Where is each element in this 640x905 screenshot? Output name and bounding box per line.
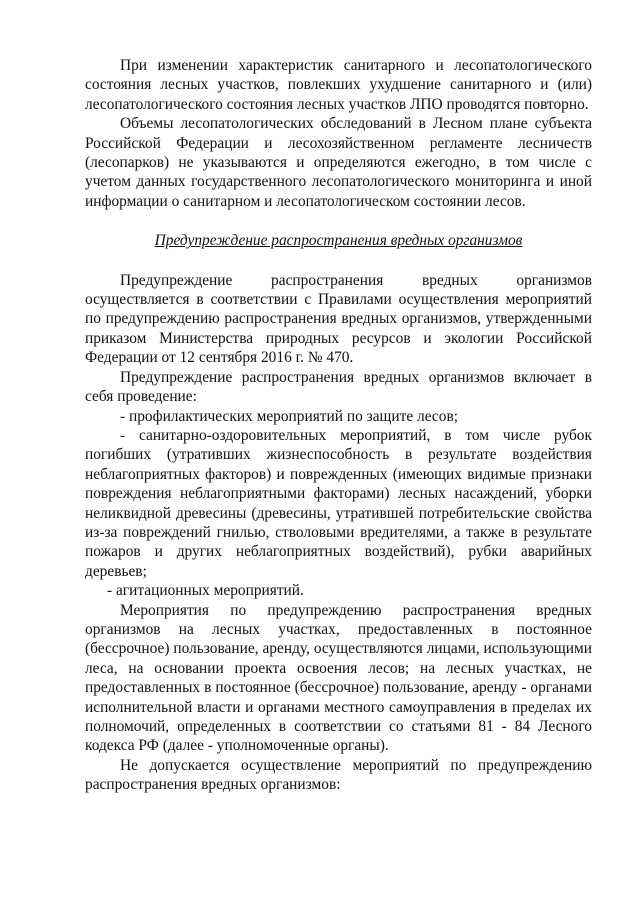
list-item-campaign-measures: - агитационных мероприятий. (107, 582, 304, 600)
list-item-sanitary-measures: - санитарно-оздоровительных мероприятий, в том числе рубок погибших (утративших жизнеспособность в результате воздействия неблагоприятных факторов) и поврежденных (имеющих видимые признаки повреждения неблагоприятными факторами) лесных насаждений, уборки неликвидной древесины (древесины, утратившей потребительские свойства из-за повреждений гнилью, стволовыми вредителями, а также в результате пожаров и других неблагоприятных воздействий), рубки аварийных деревьев; (85, 426, 592, 580)
paragraph-responsible-parties: Мероприятия по предупреждению распространения вредных организмов на лесных участках, предоставленных в постоянное (бессрочное) пользование, аренду, осуществляются лицами, использующими леса, на основании проекта освоения лесов; на лесных участках, не предоставленных в постоянное (бессрочное) пользование, аренду - органами исполнительной власти и органами местного самоуправления в пределах их полномочий, определенных в соответствии со статьями 81 - 84 Лесного кодекса РФ (далее - уполномоченные органы). (85, 601, 592, 755)
paragraph-not-allowed: Не допускается осуществление мероприятий по предупреждению распространения вредных организмов: (85, 756, 592, 794)
paragraph-inspection-volumes: Объемы лесопатологических обследований в Лесном плане субъекта Российской Федерации и лесохозяйственном регламенте лесничеств (лесопарков) не указываются и определяются ежегодно, в том числе с учетом данных государственного лесопатологического мониторинга и иной информации о санитарном и лесопатологическом состоянии лесов. (85, 115, 592, 210)
paragraph-prevention-basis: Предупреждение распространения вредных организмов осуществляется в соответствии с Правилами осуществления мероприятий по предупреждению распространения вредных организмов, утвержденными приказом Министерства природных ресурсов и экологии Российской Федерации от 12 сентября 2016 г. № 470. (85, 271, 592, 367)
paragraph-repeat-inspection: При изменении характеристик санитарного и лесопатологического состояния лесных участков, повлекших ухудшение санитарного и (или) лесопатологического состояния лесных участков ЛПО проводятся повторно. (85, 57, 592, 113)
paragraph-prevention-includes: Предупреждение распространения вредных организмов включает в себя проведение: (85, 368, 592, 406)
section-heading: Предупреждение распространения вредных организмов (154, 232, 523, 250)
document-page (85, 56, 592, 795)
list-item-preventive-measures: - профилактических мероприятий по защите лесов; (120, 407, 459, 425)
